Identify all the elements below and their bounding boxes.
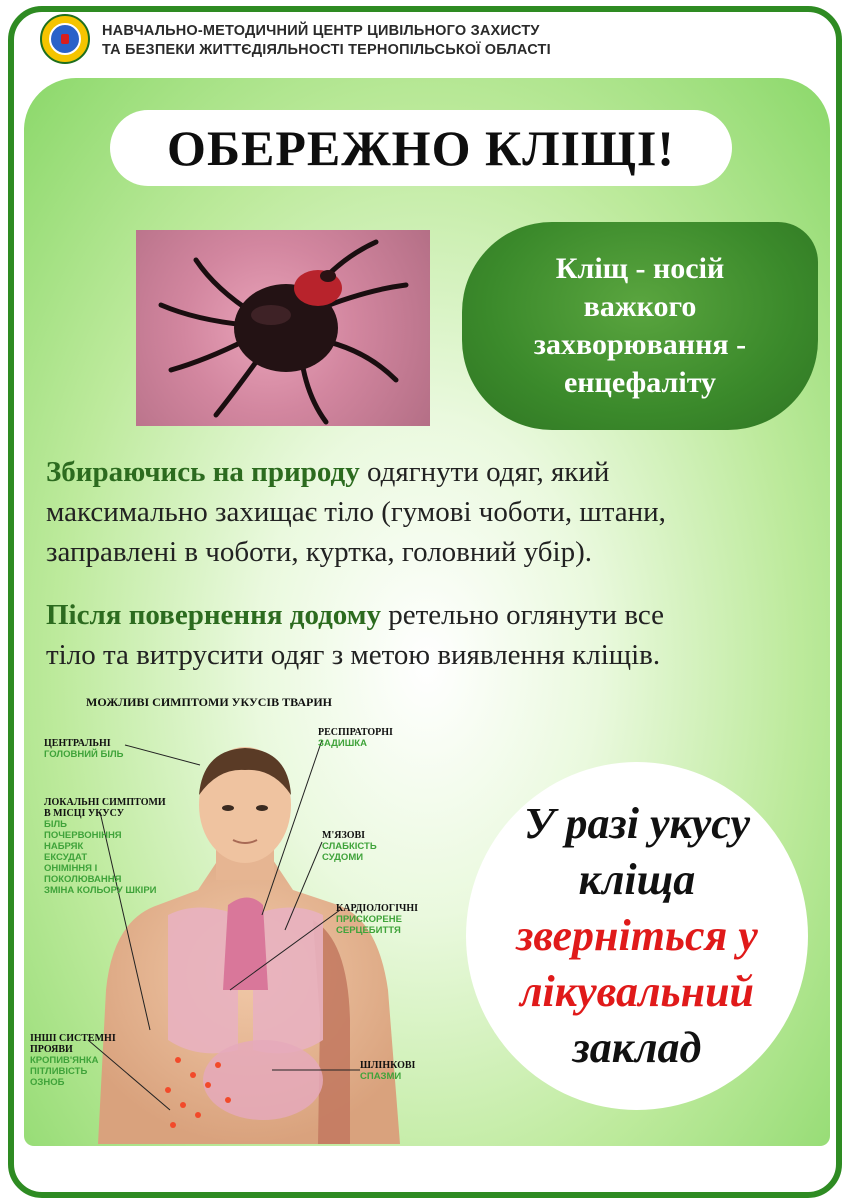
symptom-item: СЛАБКІСТЬ — [322, 841, 377, 852]
symptom-item: ГОЛОВНИЙ БІЛЬ — [44, 749, 124, 760]
symptom-group-muscular — [322, 830, 377, 863]
symptom-item: ПІТЛИВІСТЬ — [30, 1066, 88, 1077]
symptom-category-muscular: М'ЯЗОВІ — [322, 830, 366, 841]
carrier-line-3: захворювання - — [533, 328, 747, 361]
bite-line-3: зверніться у — [516, 911, 758, 960]
civil-protection-emblem — [40, 14, 90, 64]
carrier-line-4: енцефаліту — [563, 366, 717, 399]
nature-advice-line-1-rest: одягнути одяг, який — [359, 456, 610, 488]
symptom-group-central — [44, 738, 123, 760]
symptom-item: ЗМІНА КОЛЬОРУ ШКІРИ — [44, 885, 157, 896]
symptom-group-cardio — [336, 903, 418, 936]
symptom-group-gastro — [360, 1060, 415, 1082]
symptom-category-local-1: ЛОКАЛЬНІ СИМПТОМИ — [44, 797, 166, 808]
return-advice-line-1-rest: ретельно оглянути все — [381, 599, 664, 631]
symptom-item: СПАЗМИ — [360, 1071, 402, 1082]
bite-line-1: У разі укусу — [523, 799, 751, 848]
tick-image — [136, 230, 430, 426]
symptom-category-cardio: КАРДІОЛОГІЧНІ — [336, 903, 419, 914]
nature-advice — [46, 452, 806, 572]
symptom-item: ЕКСУДАТ — [44, 852, 88, 863]
symptom-item: ПРИСКОРЕНЕ — [336, 914, 402, 925]
symptom-category-local-2: В МІСЦІ УКУСУ — [44, 808, 125, 819]
organization-header — [102, 22, 551, 60]
symptom-item: СУДОМИ — [322, 852, 364, 863]
symptom-item: ОЗНОБ — [30, 1077, 65, 1088]
bite-line-4: лікувальний — [519, 967, 755, 1016]
symptom-category-gastro: ШЛІНКОВІ — [360, 1060, 416, 1071]
bite-line-2: кліща — [578, 855, 696, 904]
nature-advice-line-3: заправлені в чоботи, куртка, головний убір). — [46, 536, 593, 568]
symptom-item: КРОПИВ'ЯНКА — [30, 1055, 99, 1066]
symptom-category-other-1: ІНШІ СИСТЕМНІ — [30, 1033, 116, 1044]
symptom-item: ПОЧЕРВОНІННЯ — [44, 830, 122, 841]
header-line-2: ТА БЕЗПЕКИ ЖИТТЄДІЯЛЬНОСТІ ТЕРНОПІЛЬСЬКОЇ ОБЛАСТІ — [102, 42, 551, 58]
return-advice-lead: Після повернення додому — [46, 599, 381, 631]
bite-instructions — [466, 762, 808, 1110]
symptom-category-respiratory: РЕСПІРАТОРНІ — [318, 727, 393, 738]
symptom-category-central: ЦЕНТРАЛЬНІ — [44, 738, 111, 749]
title-banner — [110, 110, 732, 186]
tick-warning-box — [462, 222, 818, 430]
emblem-cross — [61, 34, 69, 44]
symptom-item: НАБРЯК — [44, 841, 84, 852]
symptom-category-other-2: ПРОЯВИ — [30, 1044, 73, 1055]
symptom-group-local — [44, 797, 166, 896]
nature-advice-lead: Збираючись на природу — [46, 456, 360, 488]
carrier-line-2: важкого — [583, 290, 697, 323]
symptom-item: ЗАДИШКА — [318, 738, 367, 749]
bite-line-5: заклад — [572, 1023, 702, 1072]
return-advice-line-1 — [46, 595, 806, 635]
nature-advice-line-1 — [46, 452, 806, 492]
page-title: ОБЕРЕЖНО КЛІЩІ! — [167, 120, 675, 176]
symptom-item: ОНІМІННЯ І — [44, 863, 98, 874]
tick-photo — [136, 230, 430, 426]
symptom-item: СЕРЦЕБИТТЯ — [336, 925, 401, 936]
symptom-group-other — [30, 1033, 116, 1088]
return-advice — [46, 595, 806, 675]
symptoms-diagram-title: МОЖЛИВІ СИМПТОМИ УКУСІВ ТВАРИН — [86, 695, 333, 709]
emblem-shield — [49, 23, 81, 55]
symptom-item: ПОКОЛЮВАННЯ — [44, 874, 122, 885]
symptom-item: БІЛЬ — [44, 819, 67, 830]
header-line-1: НАВЧАЛЬНО-МЕТОДИЧНИЙ ЦЕНТР ЦИВІЛЬНОГО ЗАХИСТУ — [102, 23, 540, 39]
return-advice-line-2: тіло та витрусити одяг з метою виявлення кліщів. — [46, 639, 661, 671]
nature-advice-line-2: максимально захищає тіло (гумові чоботи, штани, — [46, 496, 666, 528]
symptom-group-respiratory — [318, 727, 393, 749]
carrier-line-1: Кліщ - носій — [555, 252, 725, 285]
